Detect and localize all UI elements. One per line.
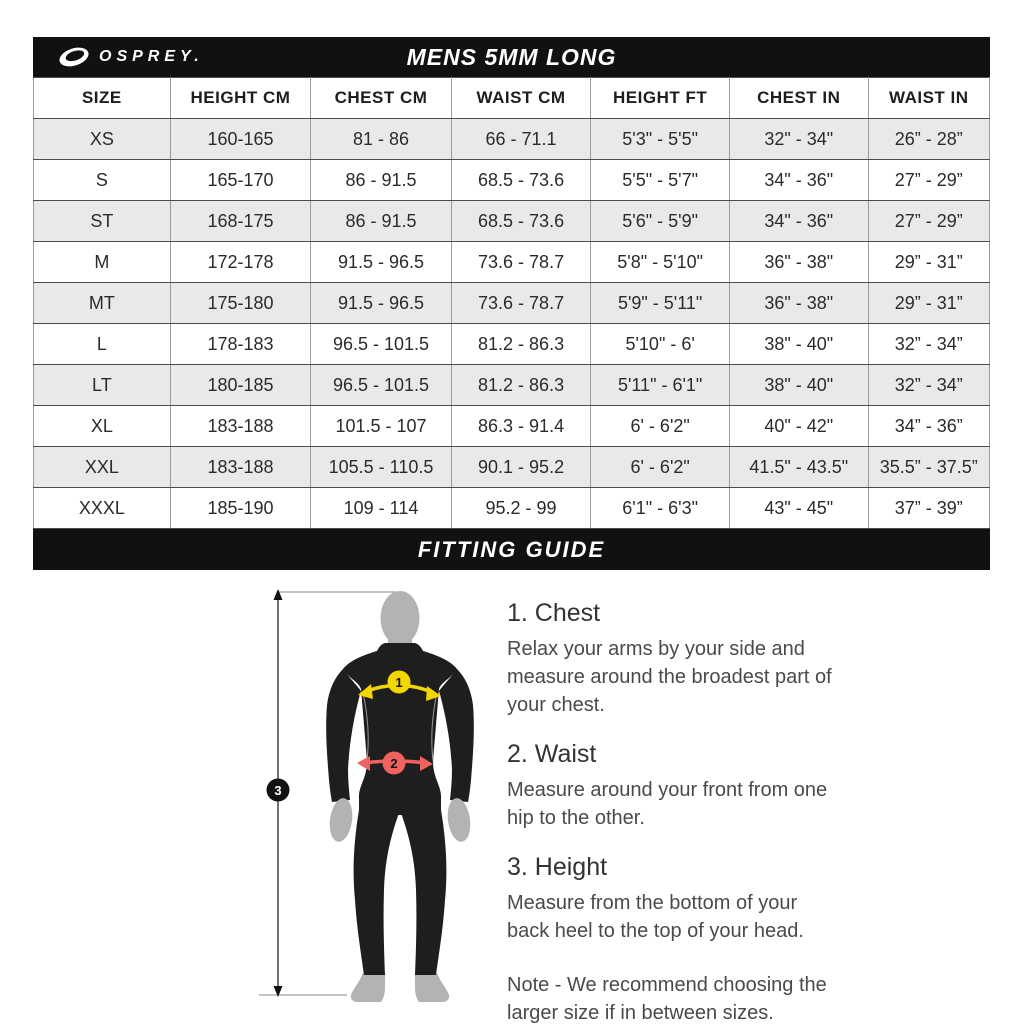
guide-heading-height: 3. Height [507, 853, 608, 881]
cell: 105.5 - 110.5 [311, 447, 452, 488]
chest-marker-label: 1 [395, 675, 403, 690]
cell: 90.1 - 95.2 [451, 447, 591, 488]
cell: 96.5 - 101.5 [311, 365, 452, 406]
cell: 27” - 29” [868, 201, 989, 242]
cell: 81.2 - 86.3 [451, 324, 591, 365]
cell: 160-165 [170, 119, 311, 160]
cell: 6' - 6'2" [591, 406, 730, 447]
table-row [34, 488, 990, 529]
guide-body-chest: Relax your arms by your side and measure around the broadest part of your chest. [507, 638, 832, 716]
cell: 5'10" - 6' [591, 324, 730, 365]
cell: 172-178 [170, 242, 311, 283]
cell: 38" - 40" [729, 365, 868, 406]
cell: 36" - 38" [729, 283, 868, 324]
col-header-waist-in: WAIST IN [868, 78, 989, 119]
table-row [34, 201, 990, 242]
table-row [34, 365, 990, 406]
cell: XXXL [34, 488, 171, 529]
cell: 5'6" - 5'9" [591, 201, 730, 242]
cell: 36" - 38" [729, 242, 868, 283]
cell: XL [34, 406, 171, 447]
cell: 165-170 [170, 160, 311, 201]
cell: 66 - 71.1 [451, 119, 591, 160]
cell: 5'11" - 6'1" [591, 365, 730, 406]
guide-note: Note - We recommend choosing the larger size if in between sizes. [507, 974, 827, 1024]
cell: 175-180 [170, 283, 311, 324]
guide-section-chest [507, 598, 837, 719]
cell: 86 - 91.5 [311, 201, 452, 242]
table-row [34, 283, 990, 324]
cell: 34” - 36” [868, 406, 989, 447]
guide-heading-waist: 2. Waist [507, 740, 597, 768]
cell: 183-188 [170, 447, 311, 488]
guide-body-waist: Measure around your front from one hip to the other. [507, 779, 828, 829]
size-table [33, 77, 990, 529]
cell: 168-175 [170, 201, 311, 242]
figure-illustration [255, 585, 495, 1017]
cell: 34" - 36" [729, 160, 868, 201]
cell: 37” - 39” [868, 488, 989, 529]
table-row [34, 406, 990, 447]
cell: 43" - 45" [729, 488, 868, 529]
guide-body-height: Measure from the bottom of your back heel to the top of your head. [507, 892, 804, 942]
cell: S [34, 160, 171, 201]
cell: L [34, 324, 171, 365]
col-header-height-cm: HEIGHT CM [170, 78, 311, 119]
cell: 91.5 - 96.5 [311, 283, 452, 324]
cell: M [34, 242, 171, 283]
cell: 96.5 - 101.5 [311, 324, 452, 365]
fitting-guide-title: FITTING GUIDE [417, 536, 606, 562]
cell: XS [34, 119, 171, 160]
cell: 26” - 28” [868, 119, 989, 160]
table-row [34, 242, 990, 283]
height-marker [267, 779, 290, 802]
cell: 6' - 6'2" [591, 447, 730, 488]
cell: 29” - 31” [868, 283, 989, 324]
guide-section-height [507, 852, 837, 945]
col-header-height-ft: HEIGHT FT [591, 78, 730, 119]
cell: 5'9" - 5'11" [591, 283, 730, 324]
table-row [34, 160, 990, 201]
guide-heading-chest: 1. Chest [507, 599, 601, 627]
table-row [34, 119, 990, 160]
cell: 29” - 31” [868, 242, 989, 283]
table-row [34, 324, 990, 365]
cell: 81 - 86 [311, 119, 452, 160]
cell: 27” - 29” [868, 160, 989, 201]
col-header-waist-cm: WAIST CM [451, 78, 591, 119]
cell: 101.5 - 107 [311, 406, 452, 447]
cell: 81.2 - 86.3 [451, 365, 591, 406]
waist-marker-label: 2 [390, 756, 398, 771]
cell: 32" - 34" [729, 119, 868, 160]
cell: 5'3" - 5'5" [591, 119, 730, 160]
cell: 41.5" - 43.5" [729, 447, 868, 488]
cell: 185-190 [170, 488, 311, 529]
cell: 180-185 [170, 365, 311, 406]
cell: 178-183 [170, 324, 311, 365]
cell: 68.5 - 73.6 [451, 160, 591, 201]
cell: 5'8" - 5'10" [591, 242, 730, 283]
fitting-guide-text [507, 598, 837, 1024]
col-header-size: SIZE [34, 78, 171, 119]
cell: 109 - 114 [311, 488, 452, 529]
cell: XXL [34, 447, 171, 488]
brand-logo [57, 37, 204, 77]
cell: 86.3 - 91.4 [451, 406, 591, 447]
chart-title-bar [33, 37, 990, 77]
size-chart [33, 37, 990, 570]
cell: 32” - 34” [868, 324, 989, 365]
cell: 95.2 - 99 [451, 488, 591, 529]
cell: 86 - 91.5 [311, 160, 452, 201]
table-header-row [34, 78, 990, 119]
chart-title: MENS 5MM LONG [406, 43, 617, 70]
cell: 6'1" - 6'3" [591, 488, 730, 529]
height-marker-label: 3 [274, 783, 282, 798]
brand-name: OSPREY. [99, 48, 204, 65]
wetsuit-figure-icon [255, 585, 495, 1017]
cell: LT [34, 365, 171, 406]
cell: ST [34, 201, 171, 242]
osprey-logo-icon [57, 45, 91, 69]
table-row [34, 447, 990, 488]
cell: 34" - 36" [729, 201, 868, 242]
mannequin [326, 591, 474, 1002]
cell: 32” - 34” [868, 365, 989, 406]
col-header-chest-cm: CHEST CM [311, 78, 452, 119]
cell: 68.5 - 73.6 [451, 201, 591, 242]
cell: MT [34, 283, 171, 324]
cell: 91.5 - 96.5 [311, 242, 452, 283]
fitting-guide-bar [33, 529, 990, 570]
cell: 73.6 - 78.7 [451, 242, 591, 283]
cell: 5'5" - 5'7" [591, 160, 730, 201]
col-header-chest-in: CHEST IN [729, 78, 868, 119]
guide-section-waist [507, 739, 837, 832]
cell: 40" - 42" [729, 406, 868, 447]
cell: 38" - 40" [729, 324, 868, 365]
cell: 183-188 [170, 406, 311, 447]
cell: 35.5” - 37.5” [868, 447, 989, 488]
cell: 73.6 - 78.7 [451, 283, 591, 324]
